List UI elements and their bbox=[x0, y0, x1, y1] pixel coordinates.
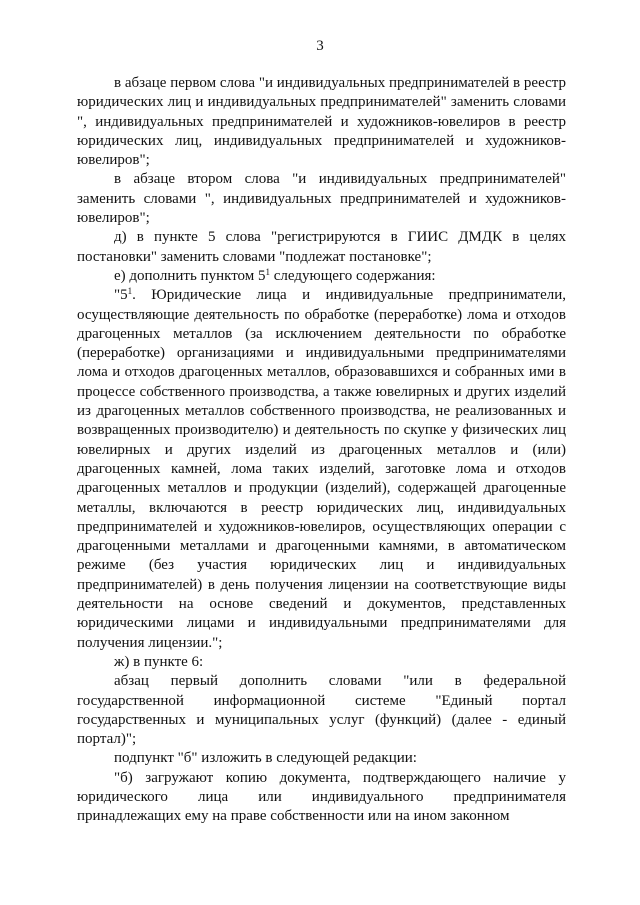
document-body bbox=[77, 74, 566, 827]
page-number: 3 bbox=[316, 38, 324, 54]
paragraph-6: ж) в пункте 6: bbox=[114, 653, 204, 670]
paragraph-4 bbox=[77, 267, 566, 286]
paragraph-5-superscript: 1 bbox=[127, 286, 133, 297]
paragraph-4-superscript: 1 bbox=[265, 266, 271, 277]
paragraph-8: подпункт "б" изложить в следующей редакции: bbox=[114, 750, 417, 767]
paragraph-9: "б) загружают копию документа, подтверждающего наличие у юридического лица или индивидуального предпринимателя принадлежащих ему на праве собственности или на ином законном bbox=[77, 769, 566, 825]
paragraph-3: д) в пункте 5 слова "регистрируются в ГИИС ДМДК в целях постановки" заменить словами "подлежат постановке"; bbox=[77, 229, 566, 265]
paragraph-5-before: "5 bbox=[114, 287, 128, 304]
paragraph-7: абзац первый дополнить словами "или в федеральной государственной информационной системе "Единый портал государственных и муниципальных услуг (функций) (далее - единый портал)"; bbox=[77, 673, 566, 748]
paragraph-1: в абзаце первом слова "и индивидуальных предпринимателей в реестр юридических лиц и индивидуальных предпринимателей" заменить словами ", индивидуальных предпринимателей и художников-ювелиров в реестр юридических лиц, индивидуальных предпринимателей и художников-ювелиров"; bbox=[77, 75, 566, 169]
paragraph-2: в абзаце втором слова "и индивидуальных предпринимателей" заменить словами ", индивидуальных предпринимателей и художников-ювелиров"; bbox=[77, 171, 566, 227]
paragraph-5 bbox=[77, 286, 566, 653]
paragraph-4-before: е) дополнить пунктом 5 bbox=[114, 267, 266, 284]
paragraph-4-after: следующего содержания: bbox=[270, 267, 436, 284]
paragraph-5-after: . Юридические лица и индивидуальные предприниматели, осуществляющие деятельность по обработке (переработке) лома и отходов драгоценных металлов (за исключением деятельности по обработке (переработке) организациями и индивидуальными предпринимателями лома и отходов драгоценных металлов, образовавшихся и собранных ими в процессе собственного производства, а также ювелирных и других изделий из драгоценных металлов собственного производства, не реализованных и возвращенных производителю) и деятельность по скупке у физических лиц ювелирных и других изделий из драгоценных металлов и (или) драгоценных камней, лома таких изделий, заготовке лома и отходов драгоценных металлов и продукции (изделий), содержащей драгоценные металлы, включаются в реестр юридических лиц, индивидуальных предпринимателей и художников-ювелиров, осуществляющих операции с драгоценными металлами и драгоценными камнями, в автоматическом режиме (без участия юридических лиц и индивидуальных предпринимателей) в день получения лицензии на соответствующие виды деятельности на основе сведений и документов, представленных юридическими лицами и индивидуальными предпринимателями для получения лицензии."; bbox=[77, 287, 566, 651]
